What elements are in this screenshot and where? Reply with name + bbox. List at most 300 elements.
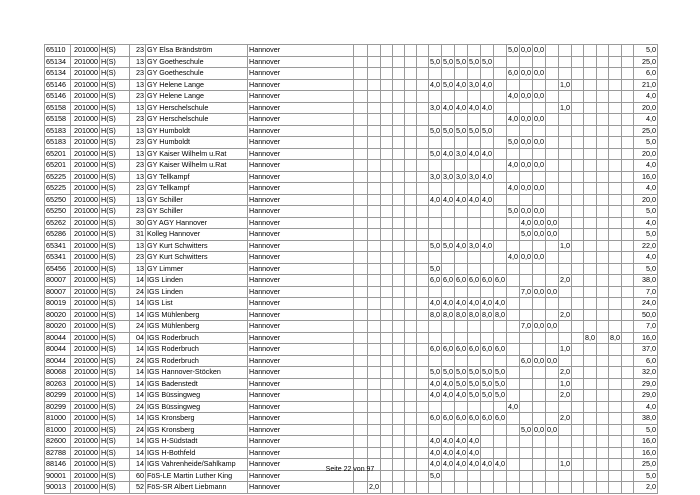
table-cell: 16,0 — [634, 436, 658, 448]
table-cell — [494, 229, 507, 241]
table-cell — [429, 229, 442, 241]
table-cell — [572, 355, 584, 367]
table-cell — [381, 45, 393, 57]
table-cell — [584, 91, 597, 103]
table-cell: 3,0 — [469, 240, 479, 250]
table-cell — [622, 217, 634, 229]
table-cell: 0,0 — [534, 137, 544, 147]
table-cell — [393, 401, 405, 413]
table-cell: 0,0 — [547, 321, 557, 331]
table-cell: IGS Hannover-Stöcken — [146, 367, 248, 379]
table-cell: 5,0 — [443, 367, 453, 377]
table-cell: H(S) — [100, 459, 130, 471]
table-cell — [572, 367, 584, 379]
table-row — [45, 482, 658, 494]
table-cell — [546, 252, 559, 264]
table-cell — [572, 298, 584, 310]
table-cell: IGS H-Südstadt — [146, 436, 248, 448]
table-cell — [429, 217, 442, 229]
table-cell — [559, 252, 572, 264]
table-cell: H(S) — [100, 263, 130, 275]
table-cell: H(S) — [100, 436, 130, 448]
table-cell — [354, 229, 368, 241]
table-cell — [417, 252, 429, 264]
table-cell: H(S) — [100, 470, 130, 482]
table-cell — [429, 401, 442, 413]
table-cell — [609, 378, 622, 390]
table-cell — [494, 447, 507, 459]
table-cell — [405, 137, 417, 149]
table-cell: Hannover — [248, 321, 354, 333]
table-cell — [381, 309, 393, 321]
table-cell: 3,0 — [430, 171, 440, 181]
table-cell — [609, 447, 622, 459]
table-cell — [520, 298, 533, 310]
table-cell: 201000 — [71, 91, 100, 103]
table-cell — [381, 125, 393, 137]
table-cell — [572, 378, 584, 390]
table-cell — [533, 447, 546, 459]
table-cell — [368, 114, 381, 126]
table-cell — [533, 309, 546, 321]
table-cell: 80068 — [45, 367, 71, 379]
table-cell — [468, 321, 481, 333]
table-cell — [507, 102, 520, 114]
table-cell: 65201 — [45, 148, 71, 160]
table-cell: 201000 — [71, 114, 100, 126]
table-cell: 201000 — [71, 298, 100, 310]
table-cell — [533, 56, 546, 68]
table-cell — [405, 447, 417, 459]
table-cell: 2,0 — [560, 390, 570, 400]
table-cell: 0,0 — [534, 286, 544, 296]
table-cell — [507, 298, 520, 310]
table-cell: 29,0 — [634, 390, 658, 402]
table-cell — [429, 91, 442, 103]
table-cell: Hannover — [248, 367, 354, 379]
table-cell: H(S) — [100, 79, 130, 91]
table-cell — [393, 378, 405, 390]
table-cell: Kolleg Hannover — [146, 229, 248, 241]
table-cell: 13 — [130, 240, 146, 252]
table-cell — [481, 355, 494, 367]
table-cell — [572, 194, 584, 206]
table-cell — [584, 252, 597, 264]
table-cell — [520, 263, 533, 275]
table-cell: 0,0 — [534, 424, 544, 434]
table-cell — [584, 79, 597, 91]
table-cell — [559, 206, 572, 218]
table-cell — [584, 390, 597, 402]
table-cell — [405, 217, 417, 229]
table-cell — [597, 160, 609, 172]
table-cell: 201000 — [71, 309, 100, 321]
table-cell — [455, 160, 468, 172]
table-cell: 4,0 — [508, 91, 518, 101]
table-cell: 201000 — [71, 447, 100, 459]
table-cell — [507, 275, 520, 287]
table-cell: Hannover — [248, 436, 354, 448]
table-cell — [597, 56, 609, 68]
table-cell — [494, 45, 507, 57]
table-cell: 0,0 — [521, 45, 531, 55]
table-cell — [354, 413, 368, 425]
table-cell — [572, 263, 584, 275]
table-cell: 65225 — [45, 171, 71, 183]
table-cell — [559, 45, 572, 57]
table-cell: 5,0 — [634, 229, 658, 241]
table-cell — [597, 171, 609, 183]
table-cell — [381, 355, 393, 367]
table-cell — [368, 309, 381, 321]
table-cell: 65456 — [45, 263, 71, 275]
table-cell — [609, 482, 622, 494]
table-cell: 5,0 — [443, 125, 453, 135]
table-cell: 201000 — [71, 102, 100, 114]
table-cell: IGS List — [146, 298, 248, 310]
table-cell: 6,0 — [469, 344, 479, 354]
table-cell: 8,0 — [495, 309, 505, 319]
table-cell — [546, 137, 559, 149]
table-cell: Hannover — [248, 240, 354, 252]
table-cell — [354, 355, 368, 367]
table-cell — [393, 332, 405, 344]
table-cell: 4,0 — [521, 217, 531, 227]
table-cell — [584, 436, 597, 448]
table-cell — [507, 321, 520, 333]
table-cell — [533, 344, 546, 356]
table-cell — [381, 275, 393, 287]
table-cell — [468, 424, 481, 436]
table-cell: Hannover — [248, 401, 354, 413]
table-cell: 0,0 — [534, 68, 544, 78]
table-cell: Hannover — [248, 68, 354, 80]
table-cell — [520, 309, 533, 321]
table-cell: 5,0 — [634, 424, 658, 436]
table-cell: 0,0 — [521, 252, 531, 262]
table-cell — [381, 367, 393, 379]
table-cell: 22,0 — [634, 240, 658, 252]
table-cell: 2,0 — [369, 482, 379, 492]
table-cell: Hannover — [248, 194, 354, 206]
table-cell: 1,0 — [560, 459, 570, 469]
table-cell — [354, 436, 368, 448]
table-cell — [520, 367, 533, 379]
table-cell — [546, 378, 559, 390]
table-cell: 23 — [130, 68, 146, 80]
table-cell: 5,0 — [430, 125, 440, 135]
table-cell — [468, 482, 481, 494]
table-cell: 201000 — [71, 79, 100, 91]
table-cell — [609, 68, 622, 80]
table-cell: 4,0 — [443, 447, 453, 457]
table-cell — [381, 424, 393, 436]
table-cell: H(S) — [100, 45, 130, 57]
table-cell — [520, 56, 533, 68]
table-cell: 04 — [130, 332, 146, 344]
table-cell: 4,0 — [430, 378, 440, 388]
table-cell — [417, 332, 429, 344]
table-cell — [405, 194, 417, 206]
table-cell: 201000 — [71, 125, 100, 137]
table-cell — [354, 482, 368, 494]
table-cell — [520, 447, 533, 459]
table-cell — [381, 102, 393, 114]
table-cell — [546, 206, 559, 218]
table-cell — [381, 148, 393, 160]
table-cell — [442, 229, 455, 241]
table-cell: Hannover — [248, 114, 354, 126]
table-cell — [559, 298, 572, 310]
table-cell — [354, 401, 368, 413]
table-row — [45, 401, 658, 413]
table-cell: GY Herschelschule — [146, 102, 248, 114]
table-cell — [546, 160, 559, 172]
table-cell — [597, 436, 609, 448]
table-cell — [520, 344, 533, 356]
table-cell: 201000 — [71, 263, 100, 275]
table-cell — [354, 137, 368, 149]
table-cell: 4,0 — [469, 102, 479, 112]
table-cell: 1,0 — [560, 344, 570, 354]
table-cell — [417, 229, 429, 241]
table-cell: Hannover — [248, 137, 354, 149]
table-cell: H(S) — [100, 148, 130, 160]
table-cell: 80044 — [45, 355, 71, 367]
table-cell: 14 — [130, 378, 146, 390]
table-cell: Hannover — [248, 332, 354, 344]
table-cell: 6,0 — [456, 275, 466, 285]
table-cell — [559, 424, 572, 436]
table-cell — [494, 56, 507, 68]
table-row — [45, 229, 658, 241]
table-cell — [481, 424, 494, 436]
table-cell — [609, 229, 622, 241]
table-cell — [494, 68, 507, 80]
table-cell — [622, 183, 634, 195]
table-cell: Hannover — [248, 378, 354, 390]
table-cell — [494, 240, 507, 252]
table-cell: H(S) — [100, 390, 130, 402]
table-cell — [584, 240, 597, 252]
table-cell — [354, 68, 368, 80]
table-cell — [622, 137, 634, 149]
table-cell — [584, 355, 597, 367]
table-cell — [442, 286, 455, 298]
table-cell — [405, 240, 417, 252]
table-cell: 201000 — [71, 194, 100, 206]
table-cell: 5,0 — [443, 56, 453, 66]
table-cell: 201000 — [71, 332, 100, 344]
table-cell — [393, 252, 405, 264]
table-cell — [381, 79, 393, 91]
table-cell — [354, 309, 368, 321]
table-cell: 1,0 — [560, 102, 570, 112]
table-cell — [405, 413, 417, 425]
table-cell: Hannover — [248, 459, 354, 471]
table-cell — [405, 344, 417, 356]
table-cell: H(S) — [100, 171, 130, 183]
table-cell: Hannover — [248, 217, 354, 229]
table-cell — [609, 171, 622, 183]
table-cell — [533, 275, 546, 287]
table-cell — [507, 413, 520, 425]
table-cell — [381, 56, 393, 68]
table-cell: 201000 — [71, 390, 100, 402]
table-cell: 2,0 — [560, 367, 570, 377]
table-cell — [393, 114, 405, 126]
table-cell: GY Kurt Schwitters — [146, 240, 248, 252]
table-cell — [381, 344, 393, 356]
table-cell: 4,0 — [443, 298, 453, 308]
table-cell: 201000 — [71, 45, 100, 57]
table-cell — [405, 68, 417, 80]
table-cell — [354, 56, 368, 68]
table-cell: 13 — [130, 148, 146, 160]
table-cell — [507, 263, 520, 275]
table-cell — [481, 45, 494, 57]
table-cell: H(S) — [100, 298, 130, 310]
table-cell — [546, 413, 559, 425]
table-cell: 23 — [130, 252, 146, 264]
table-cell — [559, 263, 572, 275]
table-cell — [584, 148, 597, 160]
table-cell: IGS Mühlenberg — [146, 321, 248, 333]
table-cell: 6,0 — [469, 413, 479, 423]
table-cell: 5,0 — [482, 390, 492, 400]
table-cell — [546, 263, 559, 275]
table-cell — [417, 68, 429, 80]
table-cell — [507, 436, 520, 448]
table-cell — [393, 263, 405, 275]
table-cell — [507, 171, 520, 183]
table-cell — [597, 252, 609, 264]
table-cell — [354, 367, 368, 379]
table-cell — [559, 68, 572, 80]
table-cell — [572, 137, 584, 149]
table-cell — [622, 56, 634, 68]
table-cell: 4,0 — [456, 447, 466, 457]
table-cell — [381, 217, 393, 229]
table-cell — [584, 447, 597, 459]
table-cell — [572, 390, 584, 402]
table-cell — [442, 114, 455, 126]
table-cell: 23 — [130, 160, 146, 172]
table-cell: Hannover — [248, 275, 354, 287]
table-cell — [442, 252, 455, 264]
table-cell — [468, 263, 481, 275]
table-cell — [533, 413, 546, 425]
table-cell: Hannover — [248, 102, 354, 114]
table-cell — [609, 217, 622, 229]
table-cell — [584, 229, 597, 241]
table-cell — [609, 263, 622, 275]
table-row — [45, 45, 658, 57]
table-cell — [429, 183, 442, 195]
table-cell — [609, 194, 622, 206]
table-cell — [494, 355, 507, 367]
table-cell: 5,0 — [430, 470, 440, 480]
table-cell — [494, 194, 507, 206]
table-cell — [393, 413, 405, 425]
table-cell: 65341 — [45, 240, 71, 252]
table-cell — [609, 355, 622, 367]
table-cell — [405, 183, 417, 195]
table-cell — [417, 217, 429, 229]
table-cell — [417, 413, 429, 425]
table-cell: 8,0 — [456, 309, 466, 319]
table-cell: H(S) — [100, 229, 130, 241]
table-cell: Hannover — [248, 160, 354, 172]
table-cell — [533, 401, 546, 413]
table-cell: 4,0 — [443, 102, 453, 112]
table-cell — [494, 401, 507, 413]
table-cell: 0,0 — [547, 229, 557, 239]
table-cell — [354, 378, 368, 390]
table-cell: H(S) — [100, 68, 130, 80]
table-cell: 5,0 — [521, 229, 531, 239]
table-cell: 4,0 — [443, 194, 453, 204]
table-cell — [354, 79, 368, 91]
table-row — [45, 183, 658, 195]
table-cell: 6,0 — [495, 413, 505, 423]
table-cell: 6,0 — [508, 68, 518, 78]
table-cell: IGS Büssingweg — [146, 390, 248, 402]
table-cell — [354, 298, 368, 310]
table-cell — [533, 102, 546, 114]
table-cell — [494, 482, 507, 494]
table-cell: 0,0 — [547, 286, 557, 296]
table-cell: GY Elsa Brändström — [146, 45, 248, 57]
table-cell — [597, 390, 609, 402]
table-cell — [533, 263, 546, 275]
table-cell — [417, 56, 429, 68]
table-cell — [417, 171, 429, 183]
table-cell: 5,0 — [482, 125, 492, 135]
table-cell — [417, 309, 429, 321]
table-cell — [442, 424, 455, 436]
table-cell: 80263 — [45, 378, 71, 390]
table-cell: 80299 — [45, 390, 71, 402]
table-cell: 29,0 — [634, 378, 658, 390]
table-cell: 4,0 — [456, 194, 466, 204]
table-cell — [455, 332, 468, 344]
table-cell — [494, 286, 507, 298]
table-cell — [622, 91, 634, 103]
table-cell — [622, 79, 634, 91]
table-cell: 6,0 — [430, 275, 440, 285]
table-cell — [417, 401, 429, 413]
table-cell: Hannover — [248, 206, 354, 218]
table-cell: H(S) — [100, 194, 130, 206]
table-cell: 5,0 — [469, 378, 479, 388]
table-cell — [455, 263, 468, 275]
table-cell — [584, 275, 597, 287]
table-cell — [368, 390, 381, 402]
table-cell — [622, 102, 634, 114]
table-cell — [494, 102, 507, 114]
table-cell — [481, 206, 494, 218]
table-cell — [442, 137, 455, 149]
table-cell — [597, 114, 609, 126]
table-cell — [405, 229, 417, 241]
table-cell — [559, 436, 572, 448]
table-cell: 0,0 — [521, 160, 531, 170]
table-cell: H(S) — [100, 240, 130, 252]
table-cell — [368, 148, 381, 160]
table-cell — [584, 114, 597, 126]
table-cell — [417, 447, 429, 459]
